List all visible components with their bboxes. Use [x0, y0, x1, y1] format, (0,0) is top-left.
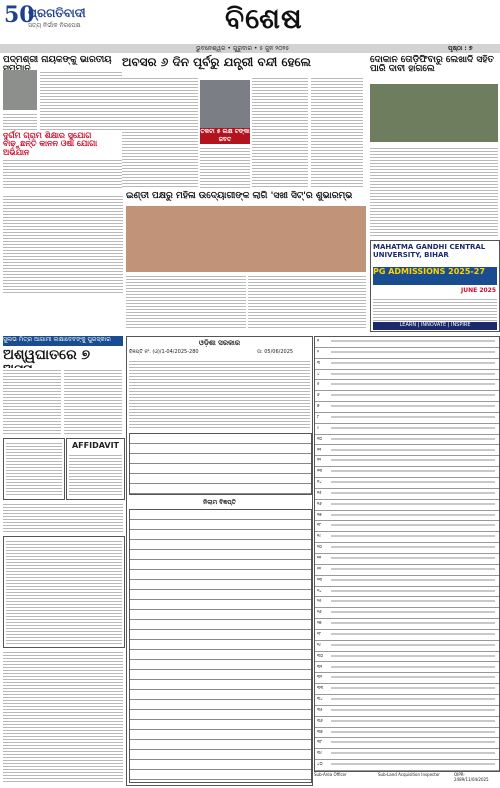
a4-body-cont	[3, 194, 123, 294]
affidavit-title: AFFIDAVIT	[71, 441, 119, 450]
table-row	[315, 467, 499, 478]
footer-left: Sub-Area Officer	[314, 772, 347, 777]
row-content	[331, 373, 495, 375]
row-content	[331, 405, 495, 407]
row-content	[331, 503, 495, 505]
table-footer	[314, 772, 498, 786]
row-content	[331, 568, 495, 570]
row-content	[331, 600, 495, 602]
affidavit-box	[66, 438, 125, 500]
row-content	[331, 535, 495, 537]
row-number: ୩୪	[317, 696, 323, 702]
row-content	[331, 687, 495, 689]
footer-mid: Sub-Land Acquisition Inspector	[378, 772, 440, 777]
table-row	[315, 348, 499, 359]
table-row	[315, 511, 499, 522]
a2-photo	[200, 80, 250, 128]
row-number: ୨୯	[317, 641, 321, 647]
row-number: ୩୭	[317, 728, 323, 734]
a1-headline: ପଦ୍ମଶ୍ରୀ ନାୟକଙ୍କୁ ଭାରତୀୟ	[3, 55, 112, 65]
newspaper-tagline: ସତ୍ୟ ନିର୍ଭୀକ ନିରପେକ୍ଷ	[28, 22, 81, 29]
row-number: ୪୦	[317, 761, 323, 767]
row-content	[331, 752, 495, 754]
land-table	[314, 336, 500, 772]
table-row	[315, 435, 499, 446]
a2-headline: ଅବସର ୬ ଦିନ ପୂର୍ବରୁ ଯନ୍ତ୍ରୀ ବନ୍ଦୀ ହେଲେ	[122, 55, 311, 69]
row-number: ୨୧	[317, 555, 322, 560]
a4-body	[3, 158, 123, 190]
table-row	[315, 717, 499, 728]
a2-body-left	[122, 76, 198, 188]
row-content	[331, 481, 495, 483]
a6-body-right	[64, 368, 122, 434]
table-row	[315, 337, 499, 348]
row-number: ୧୮	[317, 522, 322, 528]
a6-headline: ଅଶ୍ୱଘାତରେ ୭	[3, 347, 91, 363]
row-number: ୩୨	[317, 674, 323, 680]
row-number: ୨୫	[317, 598, 322, 604]
row-content	[331, 470, 495, 472]
classified-1	[3, 502, 123, 532]
table-row	[315, 706, 499, 717]
row-number: ୩୬	[317, 717, 323, 723]
row-number: ୩୯	[317, 750, 323, 756]
row-number: ୩୧	[317, 663, 323, 669]
university-title: MAHATMA GANDHI CENTRAL UNIVERSITY, BIHAR	[373, 243, 486, 259]
tender-table-2	[129, 509, 312, 783]
table-row	[315, 652, 499, 663]
row-number: ୩୩	[317, 685, 324, 691]
row-content	[331, 438, 495, 440]
row-number: ୧୭	[317, 511, 322, 517]
table-row	[315, 370, 499, 381]
date-line: ଭୁବନେଶ୍ୱର • ଗୁରୁବାର • ୫ ଜୁନ ୨୦୨୫	[196, 45, 290, 52]
a3-body	[370, 146, 498, 238]
a3-headline: ଦୋକାନ ତୋଡ଼ିଫିବାରୁ ଲେଖାଦି ସହିତ ପାରି ଦାବୀ ହାଗଲେ	[370, 55, 494, 75]
classified-3	[3, 650, 123, 782]
row-content	[331, 666, 495, 668]
row-number: ୩୮	[317, 739, 323, 745]
tender-notice	[126, 336, 313, 786]
table-title: ନିଲାମ ବିଜ୍ଞପ୍ତି	[203, 499, 236, 506]
row-content	[331, 579, 495, 581]
tender-sub: ବିଜ୍ଞପ୍ତି ନଂ. (ଓ)/1-04/2025-280	[129, 349, 199, 355]
row-number: ୧୦	[317, 435, 322, 441]
row-content	[331, 492, 495, 494]
table-row	[315, 402, 499, 413]
row-number: ୩୫	[317, 706, 323, 712]
section-title: ବିଶେଷ	[225, 2, 303, 35]
date-bar	[0, 44, 500, 53]
a6-kicker: ସୁଲଭ ମିତ୍ର ଆଗାମୀ ଲକ୍ଷାଦେବଙ୍କୁ ପୁରସ୍କାର	[3, 336, 123, 346]
row-number: ୨୩	[317, 576, 323, 582]
row-content	[331, 720, 495, 722]
classified-2-text	[6, 539, 122, 645]
row-content	[331, 676, 495, 678]
table-row	[315, 543, 499, 554]
a2-body-far	[311, 76, 363, 188]
table-row	[315, 456, 499, 467]
table-row	[315, 760, 499, 771]
row-content	[331, 524, 495, 526]
row-number: ୩୦	[317, 652, 324, 658]
row-content	[331, 416, 495, 418]
row-number: ୧	[317, 338, 320, 343]
university-details	[373, 297, 497, 321]
row-number: ୧୧	[317, 446, 322, 452]
row-content	[331, 633, 495, 635]
table-row	[315, 728, 499, 739]
row-number: ୨୬	[317, 609, 322, 615]
university-ad	[370, 240, 500, 332]
row-number: ୪	[317, 370, 320, 376]
row-number: ୨୮	[317, 630, 322, 636]
row-number: ୩	[317, 359, 321, 365]
row-number: ୭	[317, 403, 320, 409]
table-row	[315, 424, 499, 435]
row-content	[331, 590, 495, 592]
row-content	[331, 741, 495, 743]
table-row	[315, 521, 499, 532]
table-row	[315, 446, 499, 457]
a1-photo	[3, 70, 37, 110]
row-number: ୧୬	[317, 500, 322, 506]
table-row	[315, 532, 499, 543]
table-row	[315, 565, 499, 576]
university-tagline: LEARN | INNOVATE | INSPIRE	[373, 322, 497, 330]
table-row	[315, 684, 499, 695]
row-number: ୧୯	[317, 533, 322, 539]
row-content	[331, 459, 495, 461]
tender-header: ଓଡ଼ିଶା ସରକାର	[198, 339, 241, 347]
a2-box: ତକଟା ୫ ଲକ୍ଷ ଟଙ୍କା ଜବତ	[200, 128, 250, 143]
row-content	[331, 546, 495, 548]
table-row	[315, 597, 499, 608]
table-row	[315, 391, 499, 402]
row-number: ୨୦	[317, 544, 322, 550]
a5-body-left	[126, 274, 246, 330]
a5-photo	[126, 206, 366, 272]
a6-body-left	[3, 368, 61, 434]
university-date: JUNE 2025	[461, 287, 497, 294]
table-row	[315, 630, 499, 641]
row-number: ୨୪	[317, 587, 322, 593]
table-row	[315, 749, 499, 760]
row-content	[331, 644, 495, 646]
row-content	[331, 655, 495, 657]
classified-2	[3, 536, 125, 648]
a1-body	[40, 70, 122, 130]
table-row	[315, 554, 499, 565]
row-content	[331, 449, 495, 451]
row-content	[331, 763, 495, 765]
row-number: ୨୨	[317, 565, 321, 571]
tender-date: ତା: 05/06/2025	[257, 349, 294, 355]
row-number: ୮	[317, 413, 320, 419]
table-row	[315, 500, 499, 511]
table-row	[315, 608, 499, 619]
university-sub: PG ADMISSIONS 2025-27	[373, 267, 497, 285]
row-number: ୨୭	[317, 620, 322, 626]
row-content	[331, 557, 495, 559]
row-content	[331, 698, 495, 700]
table-row	[315, 478, 499, 489]
row-content	[331, 427, 495, 429]
row-content	[331, 362, 495, 364]
table-row	[315, 673, 499, 684]
footer-right: OIPR-2489/11/04/2025	[454, 772, 489, 782]
notice-text	[6, 441, 62, 497]
row-content	[331, 340, 495, 342]
table-row	[315, 489, 499, 500]
row-number: ୧୩	[317, 468, 323, 474]
tender-table-1	[129, 433, 312, 495]
page-number: ପୃଷ୍ଠା : ୭	[448, 45, 473, 52]
table-row	[315, 663, 499, 674]
row-content	[331, 611, 495, 613]
row-content	[331, 383, 495, 385]
row-content	[331, 394, 495, 396]
notice-box	[3, 438, 65, 500]
table-row	[315, 576, 499, 587]
a5-body-right	[248, 274, 366, 330]
row-number: ୫	[317, 381, 320, 387]
table-row	[315, 380, 499, 391]
table-row	[315, 641, 499, 652]
row-number: ୨	[317, 348, 319, 354]
logo-50: 50	[4, 2, 35, 28]
a4-headline: ଦୁର୍ଗମ ଗ୍ରାମ ଶିକ୍ଷାର ସୁଯୋଗ ବାଢ଼ୁଛନ୍ତି କାନନ ଓଷା ଯୋଗା ଅଭିଯାନ	[3, 131, 98, 157]
row-content	[331, 709, 495, 711]
table-row	[315, 413, 499, 424]
tender-body	[129, 359, 310, 429]
row-number: ୯	[317, 424, 319, 430]
a2-body-right	[252, 76, 308, 188]
a5-headline: ଇଣ୍ଡୀ ପକ୍ଷରୁ ମହିଳା ଉଦ୍ୟୋଗୀଙ୍କ ଲାଗି 'ସଖୀ ସିଟ୍'ର ଶୁଭାରମ୍ଭ	[126, 191, 353, 201]
table-row	[315, 587, 499, 598]
row-content	[331, 351, 495, 353]
row-number: ୧୪	[317, 479, 322, 485]
affidavit-text	[69, 453, 122, 497]
row-number: ୬	[317, 392, 320, 398]
table-row	[315, 359, 499, 370]
row-number: ୧୫	[317, 489, 322, 495]
row-content	[331, 514, 495, 516]
table-row	[315, 695, 499, 706]
newspaper-name: ପ୍ରଗତିବାଦୀ	[28, 6, 86, 20]
a3-photo	[370, 84, 498, 142]
row-number: ୧୨	[317, 457, 322, 463]
table-row	[315, 738, 499, 749]
a1-body-2	[3, 112, 37, 130]
row-content	[331, 731, 495, 733]
row-content	[331, 622, 495, 624]
table-row	[315, 619, 499, 630]
a2-body-mid	[200, 146, 250, 188]
